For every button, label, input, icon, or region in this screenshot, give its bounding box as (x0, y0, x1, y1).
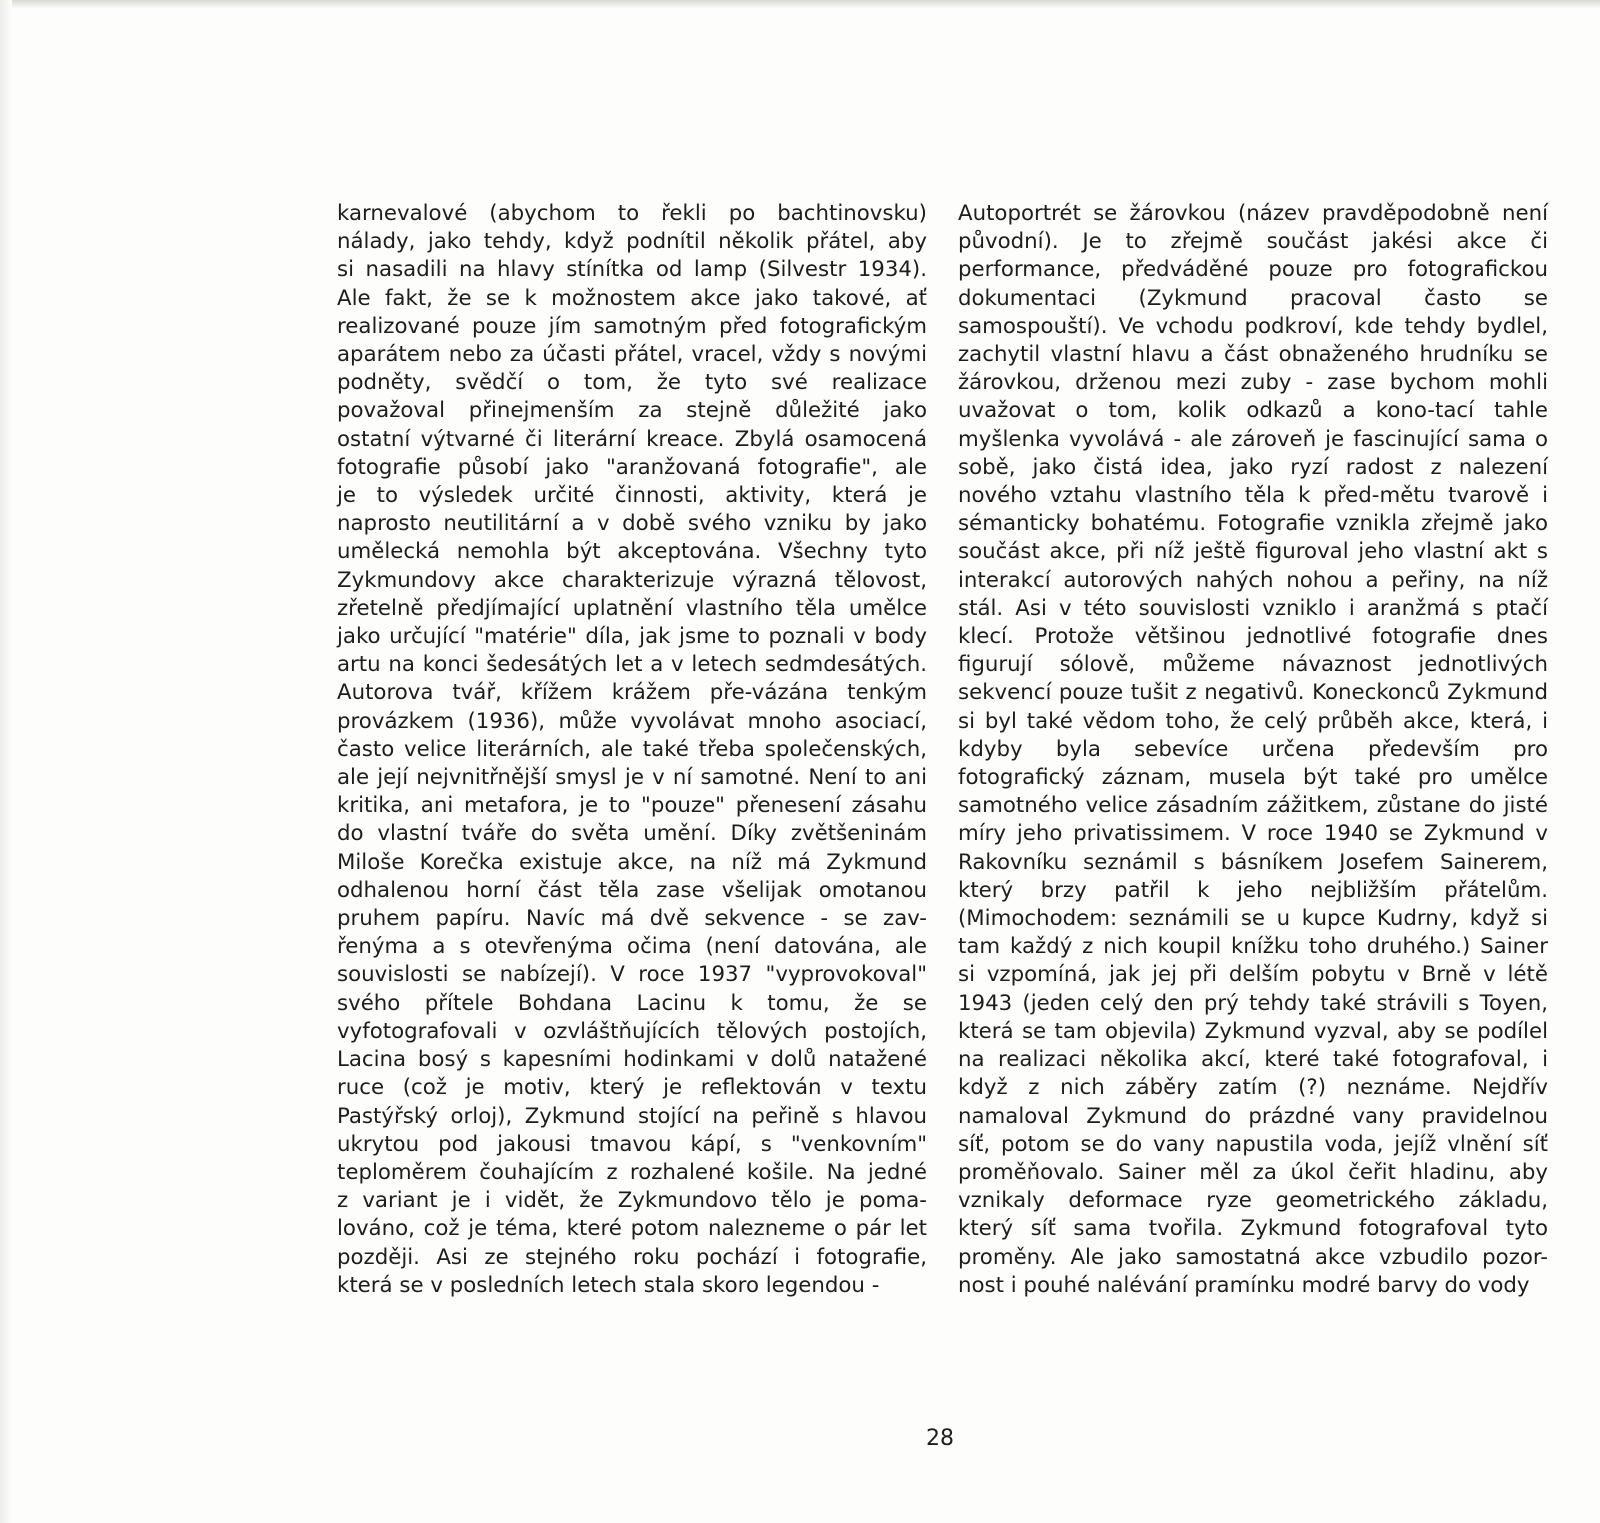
text-column-right (958, 200, 1548, 1300)
text-line: považoval přinejmenším za stejně důležité jako (337, 398, 927, 424)
text-line: Zykmundovy akce charakterizuje výrazná tělovost, (337, 567, 927, 593)
text-line: (Mimochodem: seznámili se u kupce Kudrny, když si (958, 906, 1548, 932)
text-line: žárovkou, drženou mezi zuby - zase bychom mohli (958, 370, 1548, 396)
text-line: umělecká nemohla být akceptována. Všechny tyto (337, 539, 927, 565)
text-line: Miloše Korečka existuje akce, na níž má Zykmund (337, 849, 927, 875)
text-line: vyfotografovali v ozvláštňujících tělových postojích, (337, 1018, 927, 1044)
text-line: lováno, což je téma, které potom nalezneme o pár let (337, 1216, 927, 1242)
text-line: namaloval Zykmund do prázdné vany pravidelnou (958, 1103, 1548, 1129)
text-line: Autorova tvář, křížem krážem pře-vázána tenkým (337, 680, 927, 706)
text-line: karnevalové (abychom to řekli po bachtinovsku) (337, 201, 927, 226)
text-line: který síť sama tvořila. Zykmund fotografoval tyto (958, 1216, 1548, 1242)
text-column-left (337, 200, 927, 1300)
page-edge-top (0, 0, 1600, 9)
text-line: myšlenka vyvolává - ale zároveň je fascinující sama o (958, 426, 1548, 452)
text-line: zachytil vlastní hlavu a část obnaženého hrudníku se (958, 342, 1548, 368)
text-line: nost i pouhé nalévání pramínku modré barvy do vody (958, 1272, 1530, 1298)
text-line: sekvencí pouze tušit z negativů. Koneckonců Zykmund (958, 680, 1548, 706)
text-line: Autoportrét se žárovkou (název pravděpodobně není (958, 201, 1548, 226)
text-line: vznikaly deformace ryze geometrického základu, (958, 1188, 1548, 1214)
text-line: nálady, jako tehdy, když podnítil několik přátel, aby (337, 229, 927, 255)
text-line: realizované pouze jím samotným před fotografickým (337, 313, 927, 339)
text-line: když z nich záběry zatím (?) neznáme. Nejdřív (958, 1075, 1548, 1101)
text-line: ukrytou pod jakousi tmavou kápí, s "venkovním" (337, 1131, 927, 1157)
page-number: 28 (926, 1426, 954, 1451)
text-line: fotografický záznam, musela být také pro umělce (958, 765, 1548, 791)
text-line: která se tam objevila) Zykmund vyzval, aby se podílel (958, 1018, 1548, 1044)
text-line: ostatní výtvarné či literární kreace. Zbylá osamocená (337, 426, 927, 452)
text-line: jako určující "matérie" díla, jak jsme to poznali v body (337, 624, 927, 650)
text-line: dokumentaci (Zykmund pracoval často se (958, 285, 1548, 311)
text-line: na realizaci několika akcí, které také fotografoval, i (958, 1047, 1548, 1073)
page-edge-left (0, 0, 12, 1523)
text-line: později. Asi ze stejného roku pochází i fotografie, (337, 1244, 927, 1270)
text-line: do vlastní tváře do světa umění. Díky zvětšeninám (337, 821, 927, 847)
text-line: tam každý z nich koupil knížku toho druhého.) Sainer (958, 934, 1548, 960)
text-line: kritika, ani metafora, je to "pouze" přenesení zásahu (337, 793, 927, 819)
text-line: součást akce, při níž ještě figuroval jeho vlastní akt s (958, 539, 1548, 565)
text-line: teploměrem čouhajícím z rozhalené košile. Na jedné (337, 1159, 927, 1185)
text-line: svého přítele Bohdana Lacinu k tomu, že se (337, 990, 927, 1016)
text-line: ale její nejvnitřnější smysl je v ní samotné. Není to ani (337, 765, 927, 791)
text-line: původní). Je to zřejmě součást jakési akce či (958, 229, 1548, 255)
text-line: proměny. Ale jako samostatná akce vzbudilo pozor- (958, 1244, 1548, 1270)
text-line: který brzy patřil k jeho nejbližším přátelům. (958, 877, 1548, 903)
text-line: si byl také vědom toho, že celý průběh akce, která, i (958, 708, 1548, 734)
text-line: si nasadili na hlavy stínítka od lamp (Silvestr 1934). (337, 257, 927, 283)
text-line: kdyby byla sebevíce určena především pro (958, 736, 1548, 762)
text-line: klecí. Protože většinou jednotlivé fotografie dnes (958, 624, 1548, 650)
text-line: samospouští). Ve vchodu podkroví, kde tehdy bydlel, (958, 313, 1548, 339)
text-line: stál. Asi v této souvislosti vzniklo i aranžmá s ptačí (958, 595, 1548, 621)
text-line: řenýma a s otevřenýma očima (není datována, ale (337, 934, 927, 960)
text-line: fotografie působí jako "aranžovaná fotografie", ale (337, 454, 927, 480)
text-line: sémanticky bohatému. Fotografie vznikla zřejmě jako (958, 511, 1548, 537)
text-line: podněty, svědčí o tom, že tyto své realizace (337, 370, 927, 396)
text-line: odhalenou horní část těla zase všelijak omotanou (337, 877, 927, 903)
text-line: proměňovalo. Sainer měl za úkol čeřit hladinu, aby (958, 1159, 1548, 1185)
text-line: 1943 (jeden celý den prý tehdy také strávili s Toyen, (958, 990, 1548, 1016)
text-line: ruce (což je motiv, který je reflektován v textu (337, 1075, 927, 1101)
text-line: artu na konci šedesátých let a v letech sedmdesátých. (337, 652, 927, 678)
text-line: naprosto neutilitární a v době svého vzniku by jako (337, 511, 927, 537)
text-line: často velice literárních, ale také třeba společenských, (337, 736, 927, 762)
text-line: provázkem (1936), může vyvolávat mnoho asociací, (337, 708, 927, 734)
text-line: si vzpomíná, jak jej při delším pobytu v Brně v létě (958, 962, 1548, 988)
text-line: sobě, jako čistá idea, jako ryzí radost z nalezení (958, 454, 1548, 480)
text-line: z variant je i vidět, že Zykmundovo tělo je poma- (337, 1188, 927, 1214)
text-line: je to výsledek určité činnosti, aktivity, která je (337, 483, 927, 509)
text-line: Rakovníku seznámil s básníkem Josefem Sainerem, (958, 849, 1548, 875)
text-line: uvažovat o tom, kolik odkazů a kono-tací tahle (958, 398, 1548, 424)
text-line: zřetelně předjímající uplatnění vlastního těla umělce (337, 595, 927, 621)
text-line: interakcí autorových nahých nohou a peřiny, na níž (958, 567, 1548, 593)
text-line: která se v posledních letech stala skoro legendou - (337, 1272, 880, 1298)
text-line: figurují sólově, můžeme návaznost jednotlivých (958, 652, 1548, 678)
text-line: aparátem nebo za účasti přátel, vracel, vždy s novými (337, 342, 927, 368)
text-line: samotného velice zásadním zážitkem, zůstane do jisté (958, 793, 1548, 819)
text-line: míry jeho privatissimem. V roce 1940 se Zykmund v (958, 821, 1548, 847)
text-line: pruhem papíru. Navíc má dvě sekvence - se zav- (337, 906, 927, 932)
text-line: nového vztahu vlastního těla k před-mětu tvarově i (958, 483, 1548, 509)
text-line: Pastýřský orloj), Zykmund stojící na peřině s hlavou (337, 1103, 927, 1129)
text-line: síť, potom se do vany napustila voda, jejíž vlnění síť (958, 1131, 1548, 1157)
text-line: performance, předváděné pouze pro fotografickou (958, 257, 1548, 283)
text-line: souvislosti se nabízejí). V roce 1937 "vyprovokoval" (337, 962, 927, 988)
text-line: Lacina bosý s kapesními hodinkami v dolů natažené (337, 1047, 927, 1073)
text-line: Ale fakt, že se k možnostem akce jako takové, ať (337, 285, 927, 311)
